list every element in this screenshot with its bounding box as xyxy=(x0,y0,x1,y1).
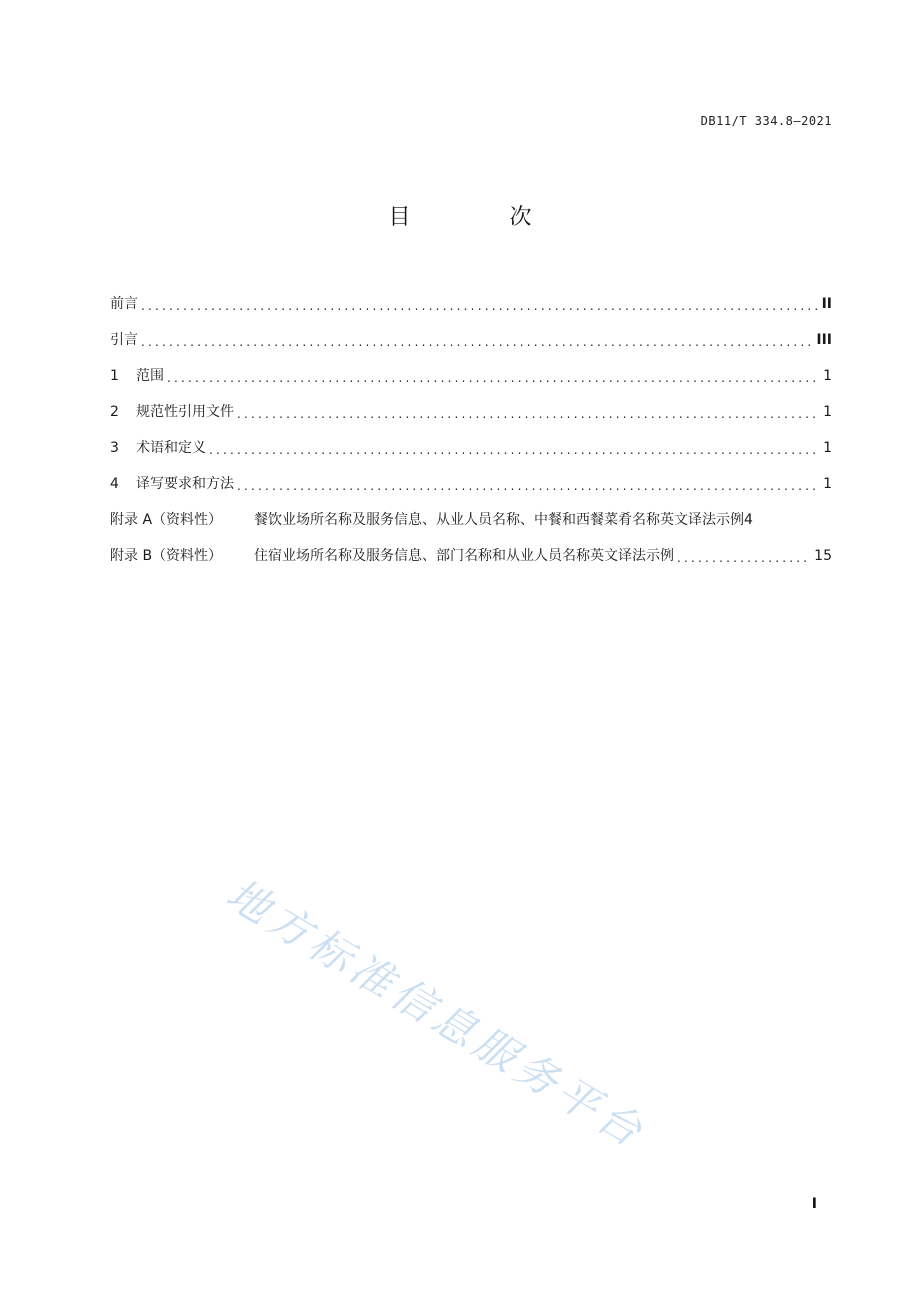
toc-entry-label: 译写要求和方法 xyxy=(136,476,234,492)
toc-entry-label: 住宿业场所名称及服务信息、部门名称和从业人员名称英文译法示例 xyxy=(254,548,674,564)
toc-leader-dots xyxy=(167,366,820,386)
toc-entry-page: III xyxy=(816,332,832,348)
toc-entry-page: 15 xyxy=(814,548,832,564)
toc-entry-number: 2 xyxy=(110,404,119,420)
toc-appendix-prefix: 附录 B（资料性） xyxy=(110,548,223,564)
toc-entry-label: 规范性引用文件 xyxy=(136,404,234,420)
toc-leader-dots xyxy=(209,438,820,458)
toc-entry-number: 3 xyxy=(110,440,119,456)
toc-entry-appendix-a[interactable] xyxy=(110,494,832,530)
toc-entry-translation-requirements[interactable] xyxy=(110,458,832,494)
toc-title: 目 次 xyxy=(388,205,578,230)
toc-entry-introduction[interactable] xyxy=(110,314,832,350)
toc-entry-page: 1 xyxy=(823,476,832,492)
toc-entry-page: II xyxy=(821,296,832,312)
watermark-text: 地方标准信息服务平台 xyxy=(218,869,655,1159)
toc-entry-label: 餐饮业场所名称及服务信息、从业人员名称、中餐和西餐菜肴名称英文译法示例 xyxy=(254,512,744,528)
toc-entry-page: 1 xyxy=(823,368,832,384)
toc-entry-terms-definitions[interactable] xyxy=(110,422,832,458)
toc-leader-dots xyxy=(141,294,819,314)
toc-entry-label: 范围 xyxy=(136,368,164,384)
standard-code: DB11/T 334.8—2021 xyxy=(700,114,832,128)
toc-appendix-prefix: 附录 A（资料性） xyxy=(110,512,223,528)
toc-entry-page: 4 xyxy=(744,512,753,528)
toc-entry-appendix-b[interactable] xyxy=(110,530,832,566)
toc-entry-foreword[interactable] xyxy=(110,278,832,314)
table-of-contents xyxy=(110,278,832,566)
toc-entry-number: 1 xyxy=(110,368,119,384)
toc-entry-label: 术语和定义 xyxy=(136,440,206,456)
toc-entry-page: 1 xyxy=(823,404,832,420)
toc-leader-dots xyxy=(237,402,820,422)
page-number: I xyxy=(811,1196,817,1212)
toc-entry-page: 1 xyxy=(823,440,832,456)
toc-leader-dots xyxy=(237,474,820,494)
toc-entry-label: 引言 xyxy=(110,332,138,348)
toc-entry-scope[interactable] xyxy=(110,350,832,386)
toc-leader-dots xyxy=(677,546,811,566)
toc-entry-normative-references[interactable] xyxy=(110,386,832,422)
toc-leader-dots xyxy=(141,330,813,350)
toc-entry-label: 前言 xyxy=(110,296,138,312)
toc-entry-number: 4 xyxy=(110,476,119,492)
